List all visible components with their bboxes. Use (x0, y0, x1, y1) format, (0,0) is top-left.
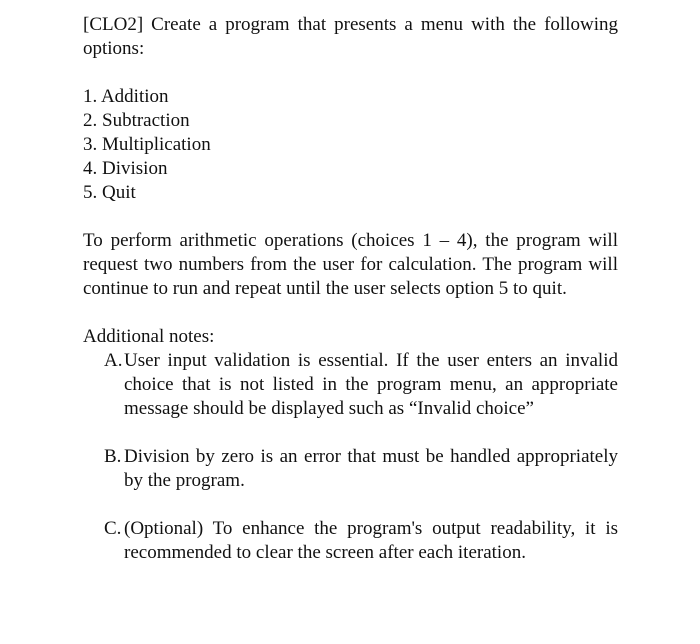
intro-paragraph: [CLO2] Create a program that presents a menu with the following options: (83, 14, 618, 59)
note-item-a (83, 349, 618, 421)
notes-list (83, 349, 618, 565)
note-item-c (83, 517, 618, 565)
notes-heading: Additional notes: (83, 326, 215, 347)
note-text: User input validation is essential. If the user enters an invalid choice that is not listed in the program menu, an appropriate message should be displayed such as “Invalid choice” (124, 350, 618, 419)
menu-option-multiplication: 3. Multiplication (83, 134, 211, 155)
note-marker: A. (104, 350, 123, 371)
menu-options-list (83, 85, 618, 205)
menu-option-addition: 1. Addition (83, 86, 169, 107)
note-text: Division by zero is an error that must be handled appropriately by the program. (124, 446, 618, 491)
description-paragraph: To perform arithmetic operations (choices 1 – 4), the program will request two numbers from the user for calculation. The program will continue to run and repeat until the user selects option 5 to quit. (83, 230, 618, 299)
menu-option-quit: 5. Quit (83, 182, 136, 203)
menu-option-division: 4. Division (83, 158, 168, 179)
note-marker: C. (104, 518, 122, 539)
spacer (83, 61, 618, 85)
spacer (83, 301, 618, 325)
spacer (83, 205, 618, 229)
assignment-document (83, 13, 618, 565)
note-item-b (83, 445, 618, 493)
menu-option-subtraction: 2. Subtraction (83, 110, 190, 131)
note-marker: B. (104, 446, 122, 467)
note-text: (Optional) To enhance the program's output readability, it is recommended to clear the screen after each iteration. (124, 518, 618, 563)
